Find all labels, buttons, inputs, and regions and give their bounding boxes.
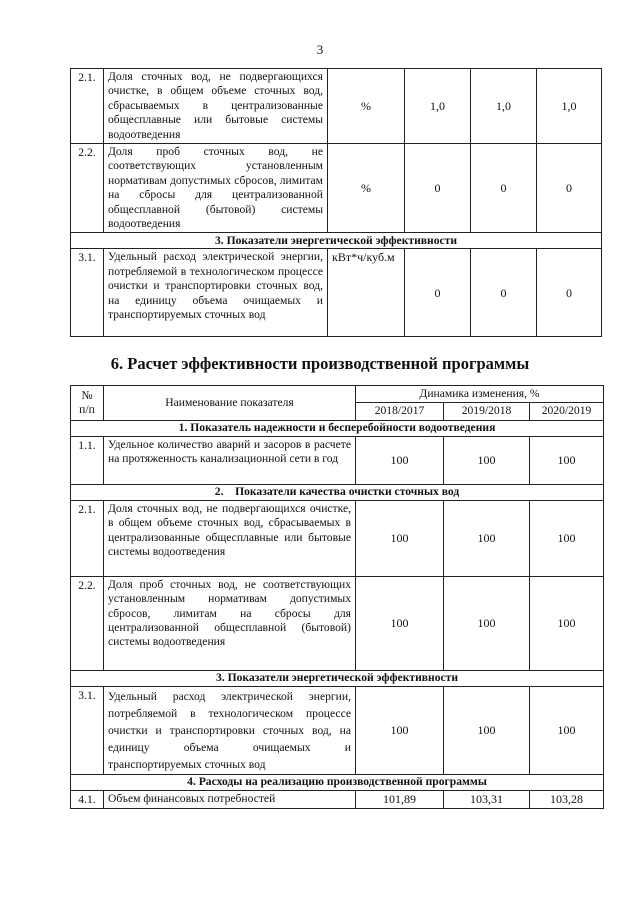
indicators-table-continued: [70, 68, 602, 337]
row-number: 2.1.: [71, 500, 104, 576]
table-row: [71, 249, 602, 337]
value-cell: 100: [444, 500, 530, 576]
section-title: 1. Показатель надежности и бесперебойности водоотведения: [71, 420, 604, 436]
section-title: 2. Показатели качества очистки сточных вод: [71, 484, 604, 500]
column-header-number: [71, 386, 104, 421]
row-number: 1.1.: [71, 436, 104, 484]
row-number: 2.1.: [71, 69, 104, 144]
value-cell: 100: [356, 576, 444, 670]
table-row: [71, 790, 604, 808]
indicator-name: Объем финансовых потребностей: [104, 790, 356, 808]
value-cell: 100: [530, 500, 604, 576]
section-row: [71, 484, 604, 500]
table-row: [71, 686, 604, 774]
table-row: [71, 576, 604, 670]
row-number: 2.2.: [71, 576, 104, 670]
column-header-dynamics: Динамика изменения, %: [356, 386, 604, 403]
indicator-name: Удельное количество аварий и засоров в расчете на протяженность канализационной сети в год: [104, 436, 356, 484]
number-sign: №: [81, 388, 93, 402]
value-cell: 100: [444, 686, 530, 774]
section-row: [71, 420, 604, 436]
column-header-year: 2019/2018: [444, 403, 530, 420]
indicator-name: Удельный расход электрической энергии, потребляемой в технологическом процессе очистки и транспортировки сточных вод, на единицу объема очищаемых и транспортируемых сточных вод: [104, 686, 356, 774]
indicator-name: Доля сточных вод, не подвергающихся очистке, в общем объеме сточных вод, сбрасываемых в централизованные общесплавные или бытовые системы водоотведения: [104, 69, 328, 144]
column-header-year: 2018/2017: [356, 403, 444, 420]
value-cell: 100: [356, 436, 444, 484]
indicator-name: Удельный расход электрической энергии, потребляемой в технологическом процессе очистки и транспортировки сточных вод, на единицу объема очищаемых и транспортируемых сточных вод: [104, 249, 328, 337]
table-row: [71, 436, 604, 484]
table-row: [71, 144, 602, 233]
row-number: 3.1.: [71, 686, 104, 774]
column-header-name: Наименование показателя: [104, 386, 356, 421]
efficiency-table: [70, 385, 604, 809]
header-row: [71, 386, 604, 403]
unit-cell: %: [328, 144, 405, 233]
row-number: 4.1.: [71, 790, 104, 808]
section-title: 3. Показатели энергетической эффективности: [71, 233, 602, 249]
indicator-name: Доля проб сточных вод, не соответствующих установленным нормативам допустимых сбросов, лимитам на сбросы для централизованной общесплавной (бытовой) системы водоотведения: [104, 144, 328, 233]
value-cell: 100: [530, 436, 604, 484]
indicator-name: Доля проб сточных вод, не соответствующих установленным нормативам допустимых сбросов, лимитам на сбросы для централизованной общесплавной (бытовой) системы водоотведения: [104, 576, 356, 670]
value-cell: 101,89: [356, 790, 444, 808]
value-cell: 100: [356, 500, 444, 576]
value-cell: 103,28: [530, 790, 604, 808]
value-cell: 100: [356, 686, 444, 774]
indicator-name: Доля сточных вод, не подвергающихся очистке, в общем объеме сточных вод, сбрасываемых в централизованные общесплавные или бытовые системы водоотведения: [104, 500, 356, 576]
section-row: [71, 233, 602, 249]
value-cell: 1,0: [405, 69, 471, 144]
value-cell: 100: [444, 436, 530, 484]
table-row: [71, 500, 604, 576]
row-number: 2.2.: [71, 144, 104, 233]
section-heading: 6. Расчет эффективности производственной программы: [110, 354, 530, 373]
unit-cell: кВт*ч/куб.м: [328, 249, 405, 337]
value-cell: 0: [537, 144, 602, 233]
value-cell: 0: [471, 249, 537, 337]
value-cell: 100: [530, 686, 604, 774]
column-header-year: 2020/2019: [530, 403, 604, 420]
section-title: 4. Расходы на реализацию производственной программы: [71, 774, 604, 790]
value-cell: 1,0: [537, 69, 602, 144]
section-title: 3. Показатели энергетической эффективности: [71, 670, 604, 686]
section-row: [71, 670, 604, 686]
value-cell: 0: [405, 249, 471, 337]
number-abbr: п/п: [79, 402, 95, 416]
value-cell: 1,0: [471, 69, 537, 144]
value-cell: 100: [530, 576, 604, 670]
unit-cell: %: [328, 69, 405, 144]
value-cell: 0: [471, 144, 537, 233]
value-cell: 0: [537, 249, 602, 337]
page-number: 3: [316, 42, 324, 57]
table-row: [71, 69, 602, 144]
section-row: [71, 774, 604, 790]
row-number: 3.1.: [71, 249, 104, 337]
value-cell: 0: [405, 144, 471, 233]
value-cell: 100: [444, 576, 530, 670]
value-cell: 103,31: [444, 790, 530, 808]
